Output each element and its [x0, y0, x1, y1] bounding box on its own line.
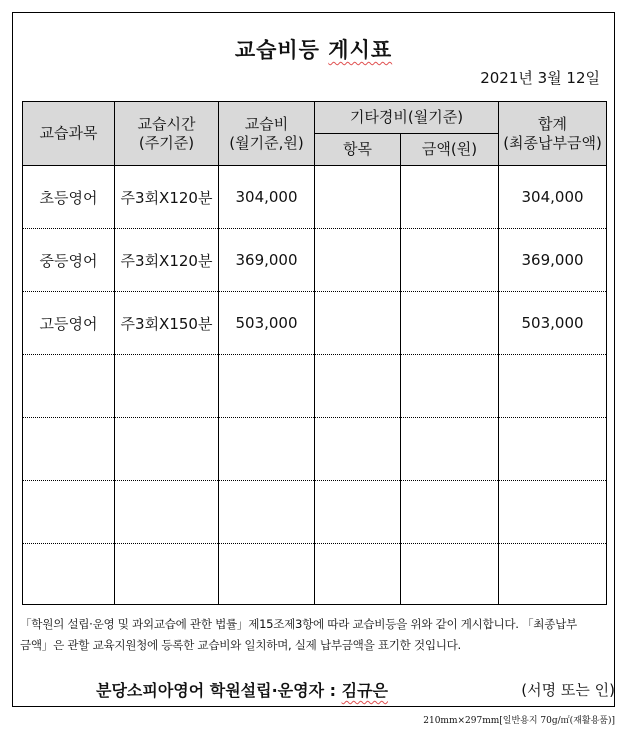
title-tail: 게시표: [328, 38, 393, 62]
table-row: [23, 166, 607, 229]
table-row: [23, 292, 607, 355]
cell-subject: [23, 355, 115, 418]
cell-hours: [115, 544, 219, 605]
table-row: [23, 418, 607, 481]
cell-hours: [115, 355, 219, 418]
cell-fee: 304,000: [219, 166, 315, 229]
cell-amount: [401, 292, 499, 355]
title-main: 교습비등: [234, 38, 320, 62]
fee-table-body: [23, 166, 607, 605]
cell-subject: 초등영어: [23, 166, 115, 229]
cell-total: [499, 481, 607, 544]
cell-item: [315, 481, 401, 544]
header-total: 합계 (최종납부금액): [499, 102, 607, 166]
cell-total: [499, 418, 607, 481]
cell-amount: [401, 355, 499, 418]
signature-hint: (서명 또는 인): [521, 681, 615, 699]
cell-hours: 주3회X120분: [115, 229, 219, 292]
cell-fee: [219, 481, 315, 544]
cell-amount: [401, 481, 499, 544]
cell-fee: [219, 355, 315, 418]
header-other-expenses: 기타경비(월기준): [315, 102, 499, 134]
header-subject: 교습과목: [23, 102, 115, 166]
cell-amount: [401, 544, 499, 605]
header-item: 항목: [315, 134, 401, 166]
cell-hours: 주3회X120분: [115, 166, 219, 229]
cell-fee: 369,000: [219, 229, 315, 292]
cell-subject: [23, 544, 115, 605]
cell-amount: [401, 229, 499, 292]
cell-amount: [401, 166, 499, 229]
page-title: [0, 34, 627, 64]
cell-item: [315, 544, 401, 605]
cell-item: [315, 418, 401, 481]
table-row: [23, 544, 607, 605]
cell-fee: [219, 418, 315, 481]
table-row: [23, 481, 607, 544]
table-row: [23, 355, 607, 418]
cell-fee: [219, 544, 315, 605]
operator-name: 김규은: [341, 681, 388, 700]
cell-item: [315, 355, 401, 418]
cell-subject: 중등영어: [23, 229, 115, 292]
legal-notice: [20, 614, 610, 656]
cell-total: [499, 544, 607, 605]
cell-hours: [115, 481, 219, 544]
cell-amount: [401, 418, 499, 481]
cell-hours: 주3회X150분: [115, 292, 219, 355]
cell-subject: 고등영어: [23, 292, 115, 355]
cell-subject: [23, 481, 115, 544]
cell-hours: [115, 418, 219, 481]
operator-signature-line: [96, 678, 388, 701]
cell-total: 369,000: [499, 229, 607, 292]
table-row: [23, 229, 607, 292]
operator-label: 분당소피아영어 학원설립·운영자 :: [96, 681, 342, 700]
cell-subject: [23, 418, 115, 481]
header-row-1: [23, 102, 607, 134]
fee-table: [22, 101, 607, 605]
cell-fee: 503,000: [219, 292, 315, 355]
header-amount: 금액(원): [401, 134, 499, 166]
cell-item: [315, 229, 401, 292]
paper-spec: 210mm×297mm[일반용지 70g/㎡(재활용품)]: [423, 716, 615, 726]
legal-notice-line-1: 「학원의 설립·운영 및 과외교습에 관한 법률」제15조제3항에 따라 교습비등을 위와 같이 게시합니다. 「최종납부: [20, 617, 577, 631]
cell-item: [315, 292, 401, 355]
cell-total: [499, 355, 607, 418]
header-fee: 교습비 (월기준,원): [219, 102, 315, 166]
header-hours: 교습시간 (주기준): [115, 102, 219, 166]
cell-item: [315, 166, 401, 229]
posting-date: 2021년 3월 12일: [480, 69, 600, 87]
cell-total: 503,000: [499, 292, 607, 355]
cell-total: 304,000: [499, 166, 607, 229]
legal-notice-line-2: 금액」은 관할 교육지원청에 등록한 교습비와 일치하며, 실제 납부금액을 표기한 것입니다.: [20, 638, 461, 652]
